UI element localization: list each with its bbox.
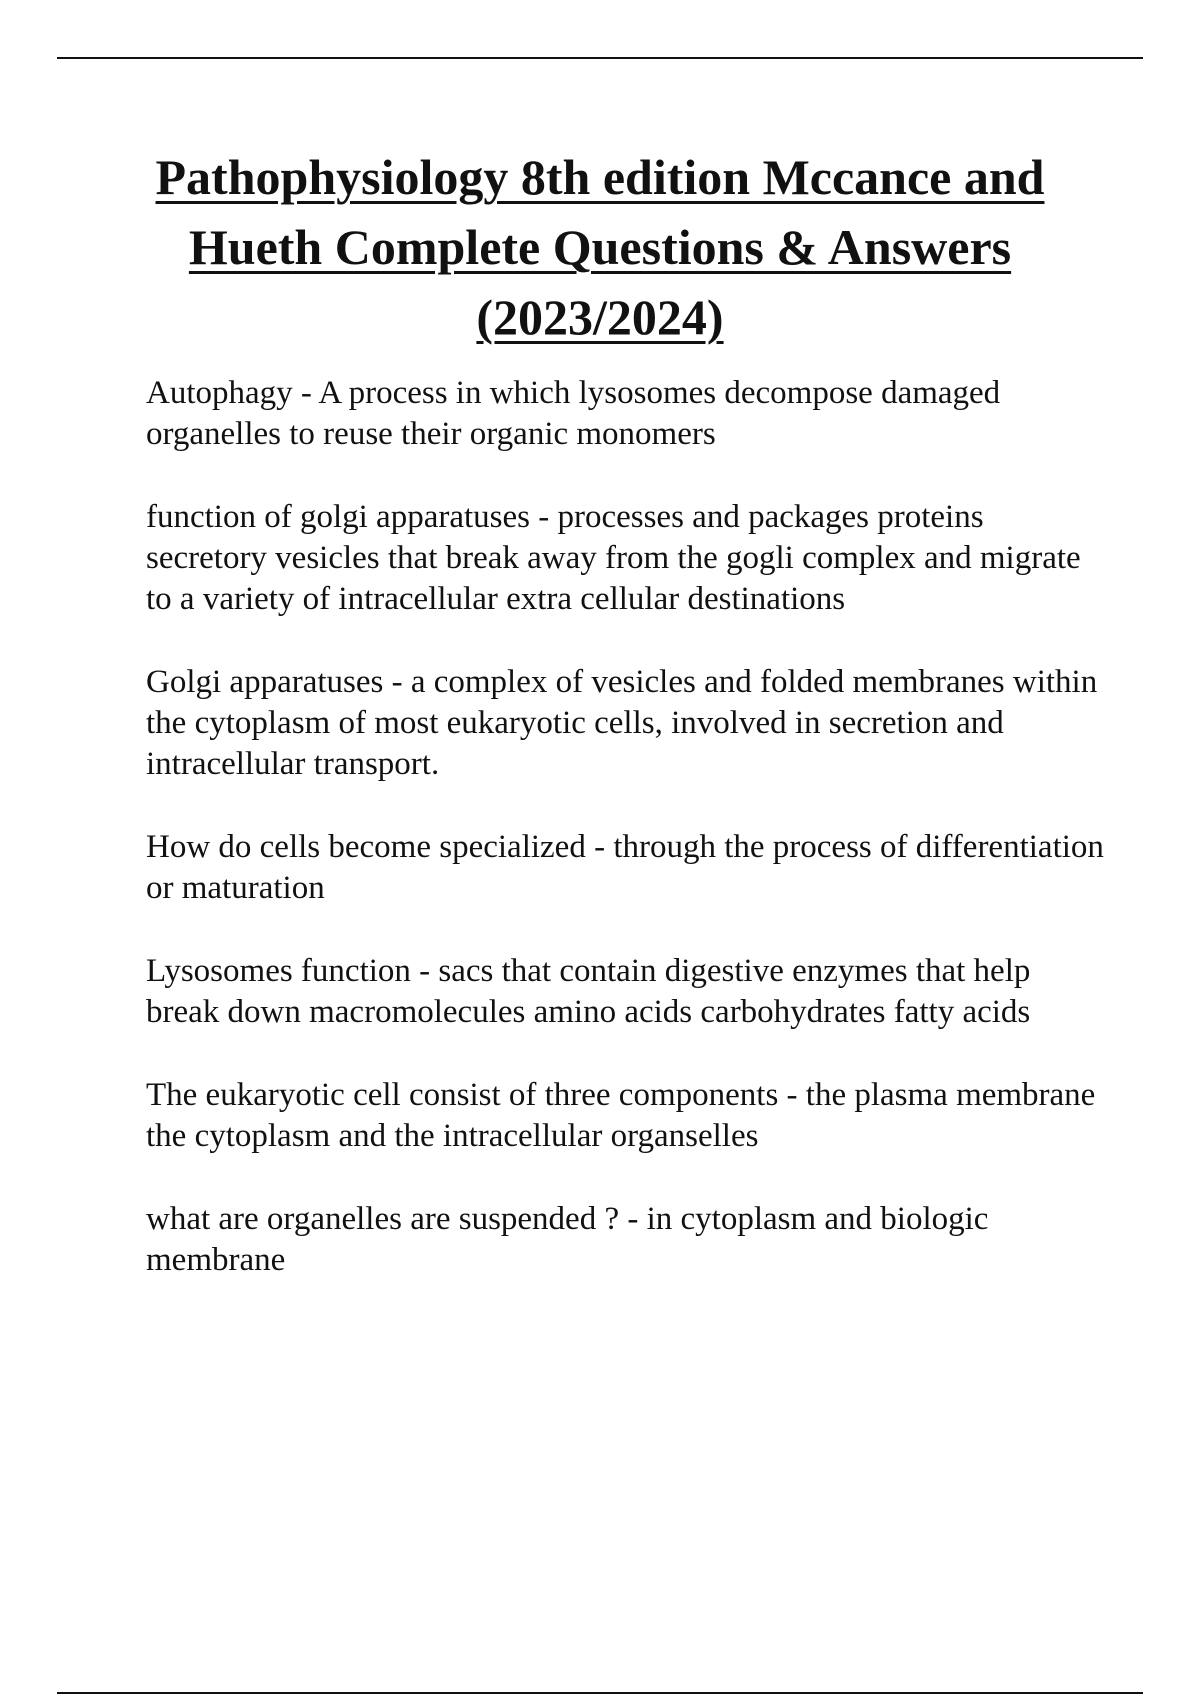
title-line: Pathophysiology 8th edition Mccance and [155,149,1045,205]
document-title [120,142,1080,352]
title-line: (2023/2024) [476,289,724,345]
qa-list [146,373,1106,1323]
top-rule [57,57,1143,59]
qa-entry: Lysosomes function - sacs that contain digestive enzymes that help break down macromolecules amino acids carbohydrates fatty acids [146,953,1031,1030]
qa-entry: Autophagy - A process in which lysosomes decompose damaged organelles to reuse their organic monomers [146,375,1001,452]
qa-entry: what are organelles are suspended ? - in cytoplasm and biologic membrane [146,1201,989,1278]
qa-entry: function of golgi apparatuses - processes and packages proteins secretory vesicles that break away from the gogli complex and migrate to a variety of intracellular extra cellular destinations [146,499,1081,617]
qa-entry: How do cells become specialized - through the process of differentiation or maturation [146,829,1104,906]
bottom-rule [57,1692,1143,1694]
title-line: Hueth Complete Questions & Answers [188,219,1012,275]
qa-entry: The eukaryotic cell consist of three components - the plasma membrane the cytoplasm and the intracellular organselles [146,1077,1096,1154]
qa-entry: Golgi apparatuses - a complex of vesicles and folded membranes within the cytoplasm of most eukaryotic cells, involved in secretion and intracellular transport. [146,664,1098,782]
